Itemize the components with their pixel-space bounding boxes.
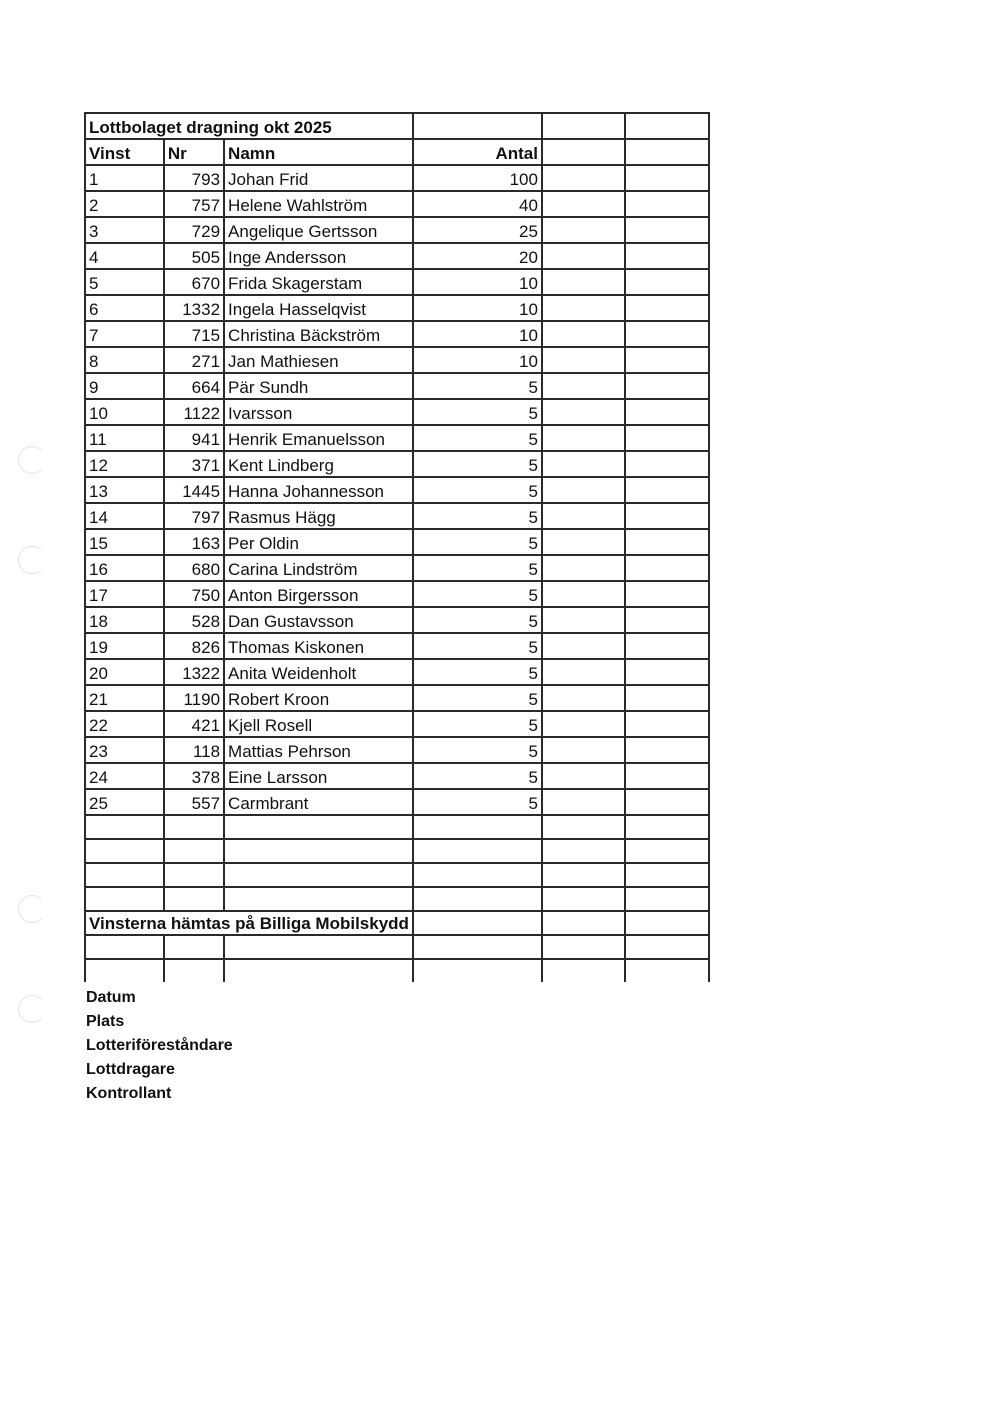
empty-cell xyxy=(542,815,625,839)
empty-cell xyxy=(542,503,625,529)
empty-cell xyxy=(625,477,709,503)
empty-cell xyxy=(224,935,413,959)
signature-label: Datum xyxy=(86,989,136,1006)
empty-cell xyxy=(542,451,625,477)
empty-cell xyxy=(542,269,625,295)
cell-antal: 5 xyxy=(413,373,542,399)
cell-nr: 1322 xyxy=(164,659,224,685)
empty-cell xyxy=(542,711,625,737)
empty-cell xyxy=(625,165,709,191)
cell-namn: Kent Lindberg xyxy=(224,451,413,477)
empty-cell xyxy=(413,911,542,935)
empty-cell xyxy=(625,839,709,863)
empty-cell xyxy=(542,165,625,191)
cell-nr: 528 xyxy=(164,607,224,633)
empty-cell xyxy=(224,863,413,887)
signature-labels xyxy=(86,986,233,1106)
empty-cell xyxy=(625,321,709,347)
empty-cell xyxy=(542,399,625,425)
empty-cell xyxy=(85,959,164,982)
empty-cell xyxy=(625,269,709,295)
empty-cell xyxy=(542,191,625,217)
cell-antal: 5 xyxy=(413,451,542,477)
cell-nr: 557 xyxy=(164,789,224,815)
cell-nr: 729 xyxy=(164,217,224,243)
empty-row xyxy=(85,959,709,982)
title-row xyxy=(85,113,709,139)
empty-cell xyxy=(625,529,709,555)
empty-cell xyxy=(625,763,709,789)
punch-hole xyxy=(18,446,46,474)
cell-namn: Pär Sundh xyxy=(224,373,413,399)
empty-cell xyxy=(625,373,709,399)
cell-vinst: 25 xyxy=(85,789,164,815)
empty-cell xyxy=(625,581,709,607)
empty-cell xyxy=(542,425,625,451)
cell-vinst: 8 xyxy=(85,347,164,373)
cell-nr: 793 xyxy=(164,165,224,191)
empty-cell xyxy=(625,737,709,763)
table-row xyxy=(85,711,709,737)
cell-antal: 10 xyxy=(413,347,542,373)
cell-nr: 1122 xyxy=(164,399,224,425)
punch-hole xyxy=(18,895,46,923)
empty-row xyxy=(85,935,709,959)
cell-vinst: 19 xyxy=(85,633,164,659)
cell-vinst: 18 xyxy=(85,607,164,633)
cell-vinst: 2 xyxy=(85,191,164,217)
table-row xyxy=(85,399,709,425)
cell-namn: Hanna Johannesson xyxy=(224,477,413,503)
empty-cell xyxy=(625,711,709,737)
cell-vinst: 13 xyxy=(85,477,164,503)
signature-label: Lotteriföreståndare xyxy=(86,1037,233,1054)
table-row xyxy=(85,191,709,217)
cell-vinst: 9 xyxy=(85,373,164,399)
empty-cell xyxy=(413,839,542,863)
table-row xyxy=(85,425,709,451)
empty-cell xyxy=(625,503,709,529)
empty-cell xyxy=(542,763,625,789)
cell-antal: 5 xyxy=(413,503,542,529)
cell-namn: Henrik Emanuelsson xyxy=(224,425,413,451)
empty-cell xyxy=(625,935,709,959)
empty-cell xyxy=(625,815,709,839)
empty-cell xyxy=(164,815,224,839)
table-row xyxy=(85,581,709,607)
cell-antal: 5 xyxy=(413,555,542,581)
cell-antal: 5 xyxy=(413,659,542,685)
cell-nr: 715 xyxy=(164,321,224,347)
cell-nr: 826 xyxy=(164,633,224,659)
cell-namn: Thomas Kiskonen xyxy=(224,633,413,659)
table-row xyxy=(85,269,709,295)
empty-cell xyxy=(542,139,625,165)
cell-nr: 371 xyxy=(164,451,224,477)
cell-nr: 680 xyxy=(164,555,224,581)
cell-namn: Ingela Hasselqvist xyxy=(224,295,413,321)
table-row xyxy=(85,321,709,347)
cell-nr: 421 xyxy=(164,711,224,737)
header-namn: Namn xyxy=(224,139,413,165)
empty-cell xyxy=(542,321,625,347)
cell-antal: 25 xyxy=(413,217,542,243)
empty-cell xyxy=(413,863,542,887)
cell-namn: Mattias Pehrson xyxy=(224,737,413,763)
empty-cell xyxy=(542,633,625,659)
table-row xyxy=(85,217,709,243)
table-row xyxy=(85,607,709,633)
document-title: Lottbolaget dragning okt 2025 xyxy=(85,113,413,139)
signature-label: Plats xyxy=(86,1013,125,1030)
cell-namn: Dan Gustavsson xyxy=(224,607,413,633)
cell-namn: Christina Bäckström xyxy=(224,321,413,347)
cell-antal: 5 xyxy=(413,737,542,763)
cell-vinst: 7 xyxy=(85,321,164,347)
cell-nr: 118 xyxy=(164,737,224,763)
empty-cell xyxy=(542,295,625,321)
cell-namn: Kjell Rosell xyxy=(224,711,413,737)
table-row xyxy=(85,659,709,685)
empty-cell xyxy=(542,347,625,373)
cell-vinst: 6 xyxy=(85,295,164,321)
empty-cell xyxy=(625,451,709,477)
table-row xyxy=(85,555,709,581)
header-row xyxy=(85,139,709,165)
empty-cell xyxy=(625,633,709,659)
empty-cell xyxy=(625,555,709,581)
cell-vinst: 17 xyxy=(85,581,164,607)
cell-nr: 750 xyxy=(164,581,224,607)
empty-cell xyxy=(413,815,542,839)
cell-namn: Frida Skagerstam xyxy=(224,269,413,295)
cell-namn: Angelique Gertsson xyxy=(224,217,413,243)
empty-cell xyxy=(625,425,709,451)
table-row xyxy=(85,347,709,373)
empty-cell xyxy=(164,839,224,863)
signature-label: Kontrollant xyxy=(86,1085,172,1102)
cell-namn: Eine Larsson xyxy=(224,763,413,789)
cell-vinst: 3 xyxy=(85,217,164,243)
cell-antal: 5 xyxy=(413,425,542,451)
cell-vinst: 1 xyxy=(85,165,164,191)
cell-nr: 757 xyxy=(164,191,224,217)
punch-hole xyxy=(18,995,46,1023)
empty-cell xyxy=(625,959,709,982)
empty-cell xyxy=(625,659,709,685)
empty-cell xyxy=(413,113,542,139)
cell-antal: 20 xyxy=(413,243,542,269)
table-row xyxy=(85,633,709,659)
empty-row xyxy=(85,839,709,863)
empty-cell xyxy=(164,959,224,982)
empty-cell xyxy=(413,887,542,911)
empty-cell xyxy=(542,737,625,763)
cell-nr: 1332 xyxy=(164,295,224,321)
empty-cell xyxy=(542,477,625,503)
empty-cell xyxy=(542,685,625,711)
cell-nr: 1190 xyxy=(164,685,224,711)
cell-nr: 1445 xyxy=(164,477,224,503)
cell-antal: 10 xyxy=(413,269,542,295)
cell-vinst: 24 xyxy=(85,763,164,789)
header-vinst: Vinst xyxy=(85,139,164,165)
cell-antal: 5 xyxy=(413,529,542,555)
cell-namn: Rasmus Hägg xyxy=(224,503,413,529)
cell-vinst: 4 xyxy=(85,243,164,269)
empty-cell xyxy=(224,839,413,863)
empty-cell xyxy=(85,863,164,887)
note-row xyxy=(85,911,709,935)
empty-cell xyxy=(542,607,625,633)
empty-cell xyxy=(625,789,709,815)
cell-vinst: 14 xyxy=(85,503,164,529)
cell-vinst: 20 xyxy=(85,659,164,685)
empty-cell xyxy=(542,581,625,607)
cell-nr: 941 xyxy=(164,425,224,451)
table-row xyxy=(85,529,709,555)
cell-namn: Per Oldin xyxy=(224,529,413,555)
empty-cell xyxy=(542,911,625,935)
cell-antal: 10 xyxy=(413,295,542,321)
empty-cell xyxy=(625,139,709,165)
empty-cell xyxy=(85,839,164,863)
cell-namn: Carmbrant xyxy=(224,789,413,815)
header-nr: Nr xyxy=(164,139,224,165)
cell-antal: 40 xyxy=(413,191,542,217)
empty-cell xyxy=(542,935,625,959)
empty-cell xyxy=(625,347,709,373)
empty-cell xyxy=(542,113,625,139)
header-antal: Antal xyxy=(413,139,542,165)
empty-cell xyxy=(542,863,625,887)
empty-cell xyxy=(542,659,625,685)
cell-vinst: 15 xyxy=(85,529,164,555)
empty-cell xyxy=(625,607,709,633)
cell-antal: 10 xyxy=(413,321,542,347)
table-row xyxy=(85,373,709,399)
cell-vinst: 5 xyxy=(85,269,164,295)
table-row xyxy=(85,295,709,321)
table-row xyxy=(85,451,709,477)
table-row xyxy=(85,165,709,191)
empty-cell xyxy=(625,295,709,321)
cell-vinst: 16 xyxy=(85,555,164,581)
cell-namn: Inge Andersson xyxy=(224,243,413,269)
cell-nr: 378 xyxy=(164,763,224,789)
cell-namn: Anita Weidenholt xyxy=(224,659,413,685)
empty-cell xyxy=(85,887,164,911)
empty-cell xyxy=(542,959,625,982)
empty-cell xyxy=(164,863,224,887)
empty-cell xyxy=(625,911,709,935)
cell-namn: Anton Birgersson xyxy=(224,581,413,607)
empty-cell xyxy=(542,887,625,911)
empty-cell xyxy=(542,789,625,815)
cell-namn: Johan Frid xyxy=(224,165,413,191)
cell-nr: 505 xyxy=(164,243,224,269)
empty-row xyxy=(85,863,709,887)
cell-vinst: 11 xyxy=(85,425,164,451)
empty-cell xyxy=(224,959,413,982)
empty-cell xyxy=(413,959,542,982)
cell-namn: Jan Mathiesen xyxy=(224,347,413,373)
table-row xyxy=(85,503,709,529)
cell-antal: 5 xyxy=(413,581,542,607)
cell-nr: 797 xyxy=(164,503,224,529)
empty-cell xyxy=(224,887,413,911)
table-row xyxy=(85,243,709,269)
table-row xyxy=(85,789,709,815)
cell-nr: 271 xyxy=(164,347,224,373)
cell-vinst: 23 xyxy=(85,737,164,763)
cell-antal: 5 xyxy=(413,633,542,659)
empty-cell xyxy=(224,815,413,839)
cell-vinst: 21 xyxy=(85,685,164,711)
cell-antal: 5 xyxy=(413,789,542,815)
empty-cell xyxy=(85,935,164,959)
empty-cell xyxy=(542,839,625,863)
cell-antal: 5 xyxy=(413,477,542,503)
empty-cell xyxy=(164,935,224,959)
empty-cell xyxy=(625,113,709,139)
table-row xyxy=(85,737,709,763)
empty-cell xyxy=(625,685,709,711)
table-row xyxy=(85,763,709,789)
cell-vinst: 10 xyxy=(85,399,164,425)
cell-namn: Helene Wahlström xyxy=(224,191,413,217)
empty-row xyxy=(85,887,709,911)
cell-antal: 5 xyxy=(413,399,542,425)
empty-cell xyxy=(625,399,709,425)
cell-antal: 5 xyxy=(413,711,542,737)
empty-row xyxy=(85,815,709,839)
empty-cell xyxy=(85,815,164,839)
cell-namn: Ivarsson xyxy=(224,399,413,425)
empty-cell xyxy=(625,217,709,243)
cell-vinst: 12 xyxy=(85,451,164,477)
punch-hole xyxy=(18,546,46,574)
lottery-results-table xyxy=(84,112,710,982)
cell-nr: 670 xyxy=(164,269,224,295)
cell-vinst: 22 xyxy=(85,711,164,737)
empty-cell xyxy=(542,243,625,269)
table-row xyxy=(85,477,709,503)
cell-namn: Carina Lindström xyxy=(224,555,413,581)
cell-antal: 5 xyxy=(413,685,542,711)
empty-cell xyxy=(625,887,709,911)
pickup-note: Vinsterna hämtas på Billiga Mobilskydd xyxy=(85,911,413,935)
cell-antal: 100 xyxy=(413,165,542,191)
empty-cell xyxy=(542,373,625,399)
empty-cell xyxy=(625,243,709,269)
empty-cell xyxy=(625,863,709,887)
cell-namn: Robert Kroon xyxy=(224,685,413,711)
empty-cell xyxy=(625,191,709,217)
cell-nr: 163 xyxy=(164,529,224,555)
table-row xyxy=(85,685,709,711)
empty-cell xyxy=(164,887,224,911)
cell-antal: 5 xyxy=(413,763,542,789)
empty-cell xyxy=(413,935,542,959)
empty-cell xyxy=(542,529,625,555)
signature-label: Lottdragare xyxy=(86,1061,175,1078)
empty-cell xyxy=(542,555,625,581)
cell-antal: 5 xyxy=(413,607,542,633)
cell-nr: 664 xyxy=(164,373,224,399)
empty-cell xyxy=(542,217,625,243)
